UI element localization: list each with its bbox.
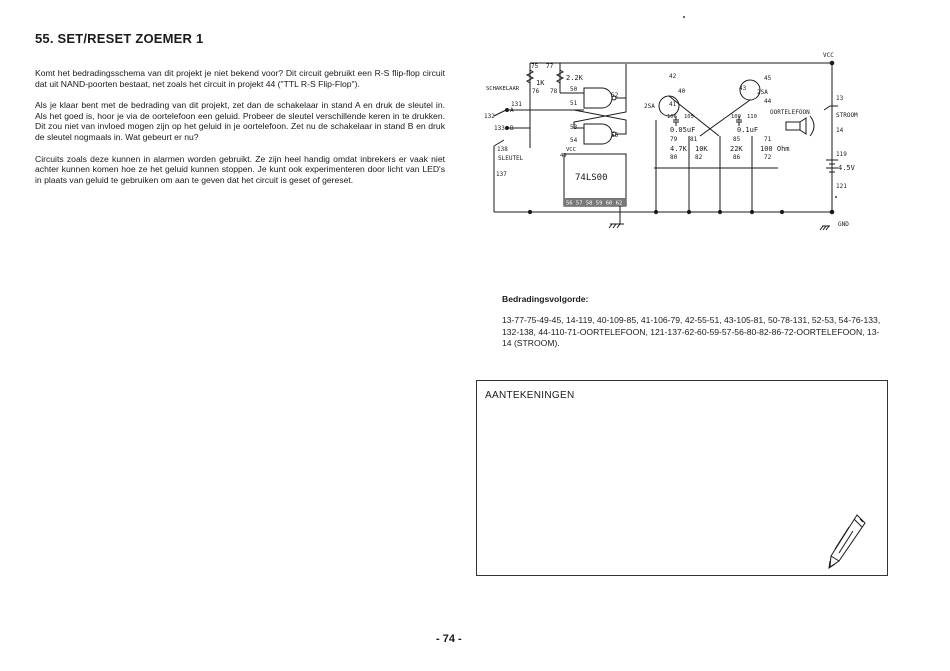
ic-label: 74LS00 (575, 173, 608, 183)
terminal-86: 86 (733, 154, 741, 161)
circuit-schematic (484, 48, 864, 248)
terminal-13: 13 (836, 95, 844, 102)
pencil-icon (827, 513, 867, 571)
terminal-79: 79 (670, 136, 678, 143)
terminal-53: 53 (570, 124, 578, 131)
wiring-order-section (502, 294, 882, 350)
switch-position-a: A (510, 107, 514, 114)
stroom-label: STROOM (836, 112, 858, 119)
terminal-110: 110 (747, 114, 757, 120)
transistor-left-label: 2SA (644, 103, 655, 110)
notes-box (476, 380, 888, 576)
terminal-75: 75 (531, 63, 539, 70)
terminal-45: 45 (764, 75, 772, 82)
ic-pin-row: 56 57 58 59 60 62 (566, 200, 623, 207)
nand-gate-bottom (584, 124, 612, 144)
terminal-85: 85 (733, 136, 741, 143)
terminal-71: 71 (764, 136, 772, 143)
terminal-133: 133 (494, 125, 505, 132)
earphone-icon (786, 118, 806, 134)
terminal-51: 51 (570, 100, 578, 107)
terminal-52: 52 (611, 92, 619, 99)
terminal-105: 105 (684, 114, 694, 120)
vcc-label: VCC (823, 52, 834, 59)
terminal-131: 131 (511, 101, 522, 108)
application-paragraph: Circuits zoals deze kunnen in alarmen worden gebruikt. Ze zijn heel handig omdat inbrekers er vaak niet achter kunnen komen hoe ze het geluid kunnen stoppen. Je kunt ook experimenteren door licht van LED's in plaats van geluid te gebruiken om aan te geven dat het circuit is geset of gereset. (35, 153, 445, 185)
notes-label: AANTEKENINGEN (485, 390, 575, 401)
stroom-switch (824, 106, 838, 110)
page-title: 55. SET/RESET ZOEMER 1 (35, 31, 204, 46)
nand-gate-top (584, 88, 612, 108)
instruction-paragraph: Als je klaar bent met de bedrading van dit projekt, zet dan de schakelaar in stand A en druk de sleutel in. Als het goed is, hoor je via de oortelefoon een geluid. Probeer de sleutel verschillende keren in te drukken. Dit zou niet van invloed mogen zijn op het geluid in je oortelefoon. Zet nu de schakelaar in stand B en druk de sleutel nogmaals in. Wat gebeurt er nu? (35, 100, 445, 142)
wiring-heading: Bedradingsvolgorde: (502, 294, 589, 304)
earphone-label: OORTELEFOON (770, 109, 810, 116)
terminal-80: 80 (670, 154, 678, 161)
terminal-106: 106 (667, 114, 677, 120)
battery-label: 4.5V (838, 164, 855, 172)
terminal-55: 55 (611, 132, 619, 139)
terminal-54: 54 (570, 137, 578, 144)
terminal-43: 43 (739, 85, 747, 92)
switch-position-b: B (510, 125, 514, 132)
terminal-14: 14 (836, 127, 844, 134)
key-label: SLEUTEL (498, 155, 524, 162)
terminal-72: 72 (764, 154, 772, 161)
resistor-10k-label: 10K (695, 145, 708, 153)
scan-speck (835, 196, 837, 198)
capacitor-01-label: 0.1uF (737, 126, 759, 134)
terminal-44: 44 (764, 98, 772, 105)
terminal-50: 50 (570, 86, 578, 93)
resistor-100ohm-label: 100 Ohm (760, 145, 790, 153)
transistor-right-label: 2SA (757, 89, 768, 96)
terminal-82: 82 (695, 154, 703, 161)
wiring-order-text: 13-77-75-49-45, 14-119, 40-109-85, 41-106-79, 42-55-51, 43-105-81, 50-78-131, 52-53, 54-76-133, 132-138, 44-110-71-OORTELEFOON, 121-137-62-60-59-57-56-80-82-86-72-OORTELEFOON, 13-14 (STROOM). (502, 315, 881, 348)
terminal-132: 132 (484, 113, 495, 120)
terminal-77: 77 (546, 63, 554, 70)
terminal-76: 76 (532, 88, 540, 95)
terminal-42: 42 (669, 73, 677, 80)
resistor-2k2-label: 2.2K (566, 74, 583, 82)
terminal-121: 121 (836, 183, 847, 190)
terminal-41: 41 (669, 101, 677, 108)
resistor-22k-label: 22K (730, 145, 743, 153)
switch-lever (494, 110, 506, 116)
terminal-81: 81 (690, 136, 698, 143)
page-number: - 74 - (436, 633, 462, 645)
terminal-109: 109 (731, 114, 741, 120)
gnd-label: GND (838, 221, 849, 228)
gnd-symbol-right (820, 226, 830, 230)
terminal-49: 49 (560, 153, 567, 159)
scan-speck (683, 16, 685, 18)
intro-paragraph: Komt het bedradingsschema van dit projekt je niet bekend voor? Dit circuit gebruikt een R-S flip-flop circuit dat uit NAND-poorten bestaat, net zoals het circuit in projekt 44 ("TTL R-S Flip-Flop"). (35, 68, 445, 89)
resistor-4k7-label: 4.7K (670, 145, 687, 153)
ic-vcc-label: VCC (566, 147, 576, 153)
gnd-symbol-ic (609, 224, 624, 228)
terminal-119: 119 (836, 151, 847, 158)
terminal-40: 40 (678, 88, 686, 95)
resistor-1k-label: 1K (536, 79, 545, 87)
switch-label: SCHAKELAAR (486, 86, 520, 92)
body-text (35, 68, 445, 196)
capacitor-005-label: 0.05uF (670, 126, 696, 134)
terminal-78: 78 (550, 88, 558, 95)
terminal-138: 138 (497, 146, 508, 153)
terminal-137: 137 (496, 171, 507, 178)
